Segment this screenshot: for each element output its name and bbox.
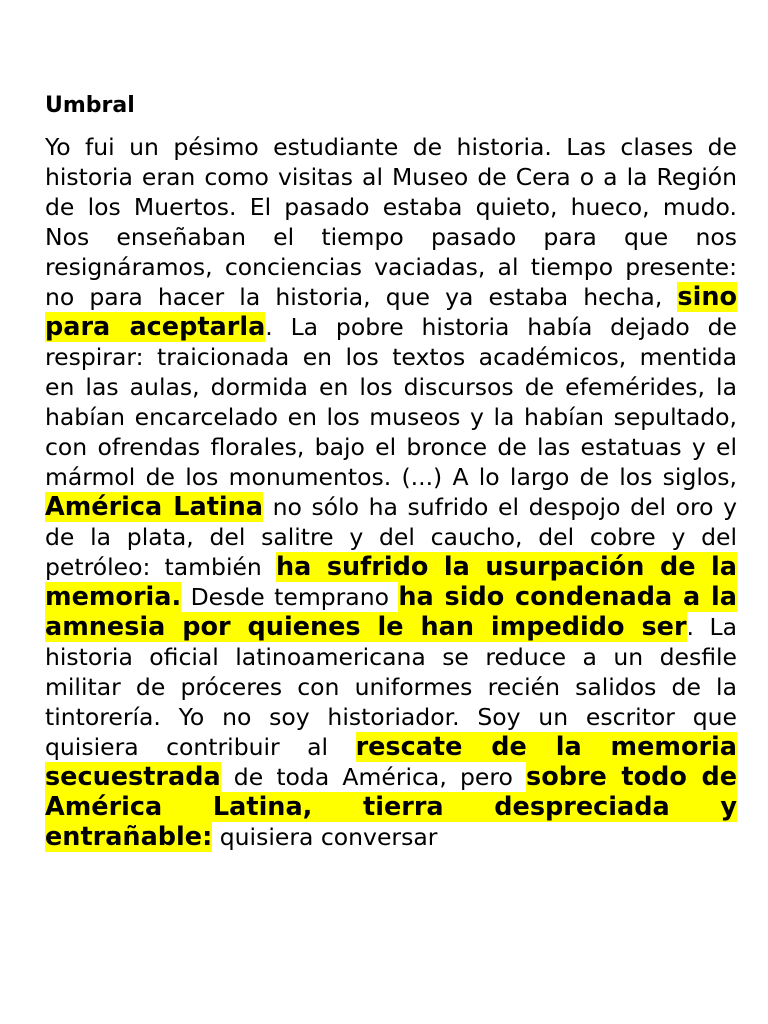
document-page [45, 90, 737, 852]
document-title: Umbral [45, 93, 135, 118]
highlighted-phrase: América Latina [45, 492, 264, 522]
highlighted-phrase: sobre todo de América Latina, tierra despreciada y entrañable: [45, 762, 737, 852]
text-segment: de toda América, pero [220, 763, 527, 791]
text-segment: . La historia oficial latinoamericana se reduce a un desfile militar de próceres con uniformes recién salidos de la tintorería. Yo no soy historiador. Soy un escritor que quisiera contribuir al [45, 613, 737, 761]
text-segment: Desde temprano [181, 583, 399, 611]
highlighted-phrase: rescate de la memoria secuestrada [45, 732, 738, 792]
highlighted-phrase: sino para aceptarla [45, 282, 737, 342]
highlighted-phrase: ha sufrido la usurpación de la memoria. [45, 552, 737, 612]
text-segment: no sólo ha sufrido el despojo del oro y de la plata, del salitre y del caucho, del cobre y del petróleo: también [45, 493, 737, 581]
text-segment: . La pobre historia había dejado de respirar: traicionada en los textos académicos, mentida en las aulas, dormida en los discursos de efemérides, la habían encarcelado en los museos y la habían sepultado, con ofrendas florales, bajo el bronce de las estatuas y el mármol de los monumentos. (...) A lo largo de los siglos, [45, 313, 737, 491]
text-segment: Yo fui un pésimo estudiante de historia. Las clases de historia eran como visitas al Museo de Cera o a la Región de los Muertos. El pasado estaba quieto, hueco, mudo. Nos enseñaban el tiempo pasado para que nos resignáramos, conciencias vaciadas, al tiempo presente: no para hacer la historia, que ya estaba hecha, [45, 133, 737, 311]
highlighted-phrase: ha sido condenada a la amnesia por quienes le han impedido ser [45, 582, 737, 642]
text-segment: quisiera conversar [212, 823, 438, 851]
body-paragraph [45, 132, 737, 852]
